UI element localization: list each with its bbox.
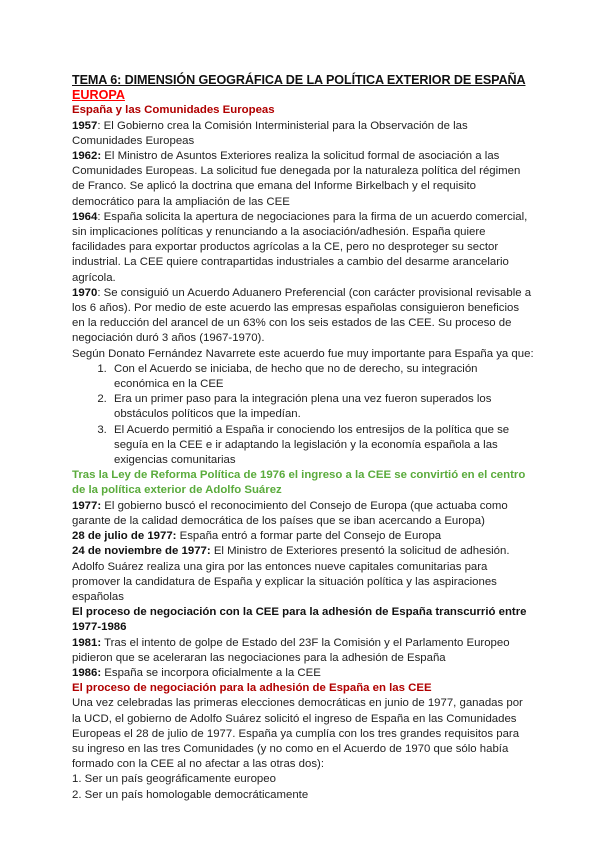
entry: 1970: Se consiguió un Acuerdo Aduanero Preferencial (con carácter provisional revisable a los 6 años). Por medio de este acuerdo las empresas españolas consiguieron beneficios en la reducción del arancel de un 63% con los seis estados de las CEE. Su proceso de negociación duró 3 años (1967-1970). (72, 286, 532, 345)
list-item: 3. El Acuerdo permitió a España ir conociendo los entresijos de la política que se seguía en la CEE e ir adaptando la legislación y la economía española a las exigencias comunitarias (110, 423, 534, 469)
entry: 28 de julio de 1977: España entró a formar parte del Consejo de Europa (72, 530, 442, 543)
entry: 1957: El Gobierno crea la Comisión Interministerial para la Observación de las Comunidades Europeas (72, 119, 468, 147)
entry: 1962: El Ministro de Asuntos Exteriores realiza la solicitud formal de asociación a las Comunidades Europeas. La solicitud fue denegada por la naturaleza política del régimen de Franco. Se aplicó la doctrina que emana del Informe Birkelbach y el requisito democrático para la ampliación de las CEE (72, 150, 521, 208)
document-page (72, 73, 534, 803)
subsection-heading: El proceso de negociación con la CEE para la adhesión de España transcurrió entre 1977-1986 (72, 606, 527, 634)
section-heading: EUROPA (72, 88, 125, 103)
subsection-heading: Tras la Ley de Reforma Política de 1976 el ingreso a la CEE se convirtió en el centro de la política exterior de Adolfo Suárez (72, 469, 526, 497)
requirement-item: 1. Ser un país geográficamente europeo (72, 773, 276, 786)
entry: 1986: España se incorpora oficialmente a la CEE (72, 666, 321, 679)
subsection-heading: El proceso de negociación para la adhesión de España en las CEE (72, 682, 432, 695)
document-title: TEMA 6: DIMENSIÓN GEOGRÁFICA DE LA POLÍTICA EXTERIOR DE ESPAÑA (72, 73, 526, 87)
entry: 1964: España solicita la apertura de negociaciones para la firma de un acuerdo comercial, sin implicaciones políticas y renunciando a la asociación/adhesión. España quiere facilidades para exportar productos agrícolas a la CE, pero no desproteger su sector industrial. La CEE quiere contrapartidas industriales a cambio del desarme arancelario agrícola. (72, 210, 528, 284)
entry: 24 de noviembre de 1977: El Ministro de Exteriores presentó la solicitud de adhesión. Adolfo Suárez realiza una gira por las entonces nueve capitales comunitarias para promover la candidatura de España y explicar la situación política y las aspiraciones españolas (72, 545, 510, 603)
paragraph: Una vez celebradas las primeras elecciones democráticas en junio de 1977, ganadas por la UCD, el gobierno de Adolfo Suárez solicitó el ingreso de España en las Comunidades Europeas el 28 de julio de 1977. España ya cumplía con los tres grandes requisitos para su ingreso en las tres Comunidades (y no como en el Acuerdo de 1970 que sólo había formado con la CEE al no afectar a las otras dos): (72, 697, 523, 771)
subsection-heading: España y las Comunidades Europeas (72, 104, 275, 117)
paragraph: Según Donato Fernández Navarrete este acuerdo fue muy importante para España ya que: (72, 347, 534, 360)
entry: 1981: Tras el intento de golpe de Estado del 23F la Comisión y el Parlamento Europeo pidieron que se aceleraran las negociaciones para la adhesión de España (72, 636, 510, 664)
requirement-item: 2. Ser un país homologable democráticamente (72, 788, 309, 801)
list-item: 2. Era un primer paso para la integración plena una vez fueron superados los obstáculos políticos que la impedían. (110, 392, 534, 422)
entry: 1977: El gobierno buscó el reconocimiento del Consejo de Europa (que actuaba como garante de la calidad democrática de los países que se iban acercando a Europa) (72, 499, 508, 527)
list-item: 1. Con el Acuerdo se iniciaba, de hecho que no de derecho, su integración económica en la CEE (110, 362, 534, 392)
numbered-list (72, 362, 534, 468)
